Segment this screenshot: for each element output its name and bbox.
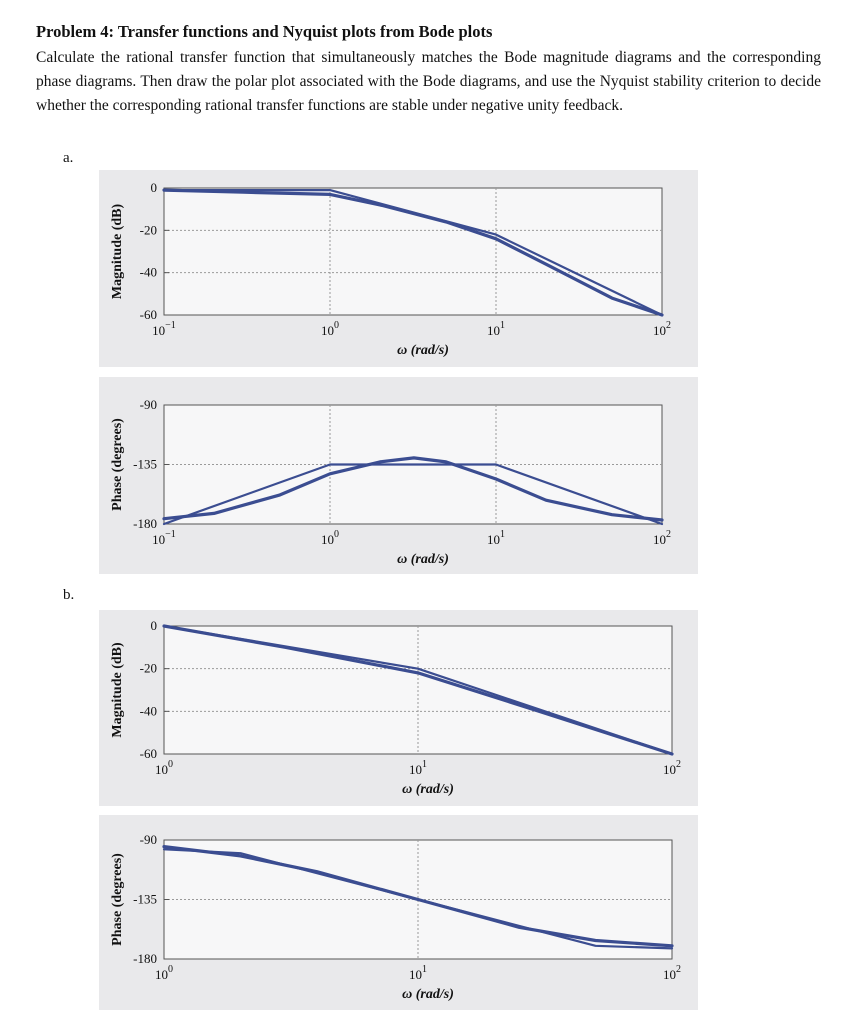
- x-tick-base: 10: [487, 323, 500, 338]
- y-tick-label: 0: [150, 618, 157, 633]
- x-tick-label: [487, 320, 505, 338]
- chart-b-phase: [99, 815, 698, 1010]
- y-axis-label: Magnitude (dB): [110, 642, 125, 738]
- x-tick-base: 10: [487, 532, 500, 547]
- part-a-label: a.: [63, 150, 74, 166]
- x-tick-exponent: 1: [422, 759, 427, 770]
- x-tick-base: 10: [409, 762, 422, 777]
- chart-b-magnitude: [99, 610, 698, 806]
- y-tick-label: -135: [133, 891, 157, 907]
- x-tick-base: 10: [653, 323, 666, 338]
- x-tick-base: 10: [152, 532, 166, 547]
- plot-a-phase: [99, 377, 698, 574]
- part-b-label: b.: [63, 587, 75, 603]
- x-tick-exponent: 0: [334, 529, 339, 540]
- x-tick-exponent: 2: [676, 759, 681, 770]
- x-tick-label: [152, 320, 176, 338]
- x-tick-label: [663, 964, 681, 982]
- y-axis-label: Phase (degrees): [110, 418, 125, 511]
- y-tick-label: -40: [139, 703, 157, 719]
- y-tick-label: -20: [139, 660, 157, 676]
- x-tick-label: [155, 964, 173, 982]
- y-tick-label: -90: [139, 832, 157, 847]
- chart-a-magnitude: [99, 170, 698, 367]
- x-tick-base: 10: [155, 762, 168, 777]
- x-tick-label: [487, 529, 505, 547]
- x-tick-base: 10: [409, 967, 422, 982]
- y-tick-label: -20: [139, 222, 157, 238]
- x-tick-label: [653, 320, 671, 338]
- plot-b-magnitude: [99, 610, 698, 806]
- x-tick-base: 10: [653, 532, 666, 547]
- x-tick-label: [152, 529, 176, 547]
- x-tick-label: [409, 759, 427, 777]
- chart-a-phase: [99, 377, 698, 574]
- x-axis-label: ω (rad/s): [402, 987, 454, 1002]
- plot-frame: [164, 188, 662, 315]
- x-tick-label: [663, 759, 681, 777]
- x-tick-exponent: 1: [422, 964, 427, 975]
- x-tick-base: 10: [152, 323, 166, 338]
- x-tick-exponent: −1: [165, 320, 176, 331]
- y-tick-label: -180: [133, 516, 157, 531]
- plot-b-phase: [99, 815, 698, 1010]
- problem-body: Calculate the rational transfer function that simultaneously matches the Bode magnitude diagrams and the corresponding phase diagrams. Then draw the polar plot associated with the Bode diagrams, and use the Nyquist stability criterion to decide whether the corresponding rational transfer functions are stable under negative unity feedback.: [36, 49, 821, 114]
- problem-title: Problem 4: Transfer functions and Nyquist plots from Bode plots: [36, 22, 493, 41]
- x-tick-exponent: 2: [666, 320, 671, 331]
- x-tick-exponent: 2: [666, 529, 671, 540]
- y-tick-label: 0: [150, 180, 157, 195]
- y-tick-label: -135: [133, 456, 157, 472]
- problem-text: [36, 22, 821, 118]
- y-tick-label: -40: [139, 264, 157, 280]
- x-tick-exponent: −1: [165, 529, 176, 540]
- x-tick-label: [409, 964, 427, 982]
- x-tick-exponent: 0: [334, 320, 339, 331]
- x-tick-base: 10: [321, 532, 334, 547]
- x-tick-exponent: 1: [500, 529, 505, 540]
- x-tick-base: 10: [155, 967, 168, 982]
- y-axis-label: Phase (degrees): [110, 853, 125, 946]
- x-tick-base: 10: [321, 323, 334, 338]
- plot-a-magnitude: [99, 170, 698, 367]
- x-tick-exponent: 0: [168, 759, 173, 770]
- x-axis-label: ω (rad/s): [402, 782, 454, 797]
- x-tick-base: 10: [663, 967, 676, 982]
- x-tick-base: 10: [663, 762, 676, 777]
- y-tick-label: -90: [139, 397, 157, 412]
- y-tick-label: -60: [139, 746, 157, 761]
- x-tick-label: [155, 759, 173, 777]
- y-axis-label: Magnitude (dB): [110, 203, 125, 300]
- y-tick-label: -60: [139, 307, 157, 322]
- x-axis-label: ω (rad/s): [397, 552, 449, 567]
- x-tick-label: [321, 529, 339, 547]
- x-tick-label: [321, 320, 339, 338]
- x-tick-exponent: 1: [500, 320, 505, 331]
- x-tick-exponent: 2: [676, 964, 681, 975]
- x-axis-label: ω (rad/s): [397, 343, 449, 358]
- x-tick-exponent: 0: [168, 964, 173, 975]
- y-tick-label: -180: [133, 951, 157, 966]
- x-tick-label: [653, 529, 671, 547]
